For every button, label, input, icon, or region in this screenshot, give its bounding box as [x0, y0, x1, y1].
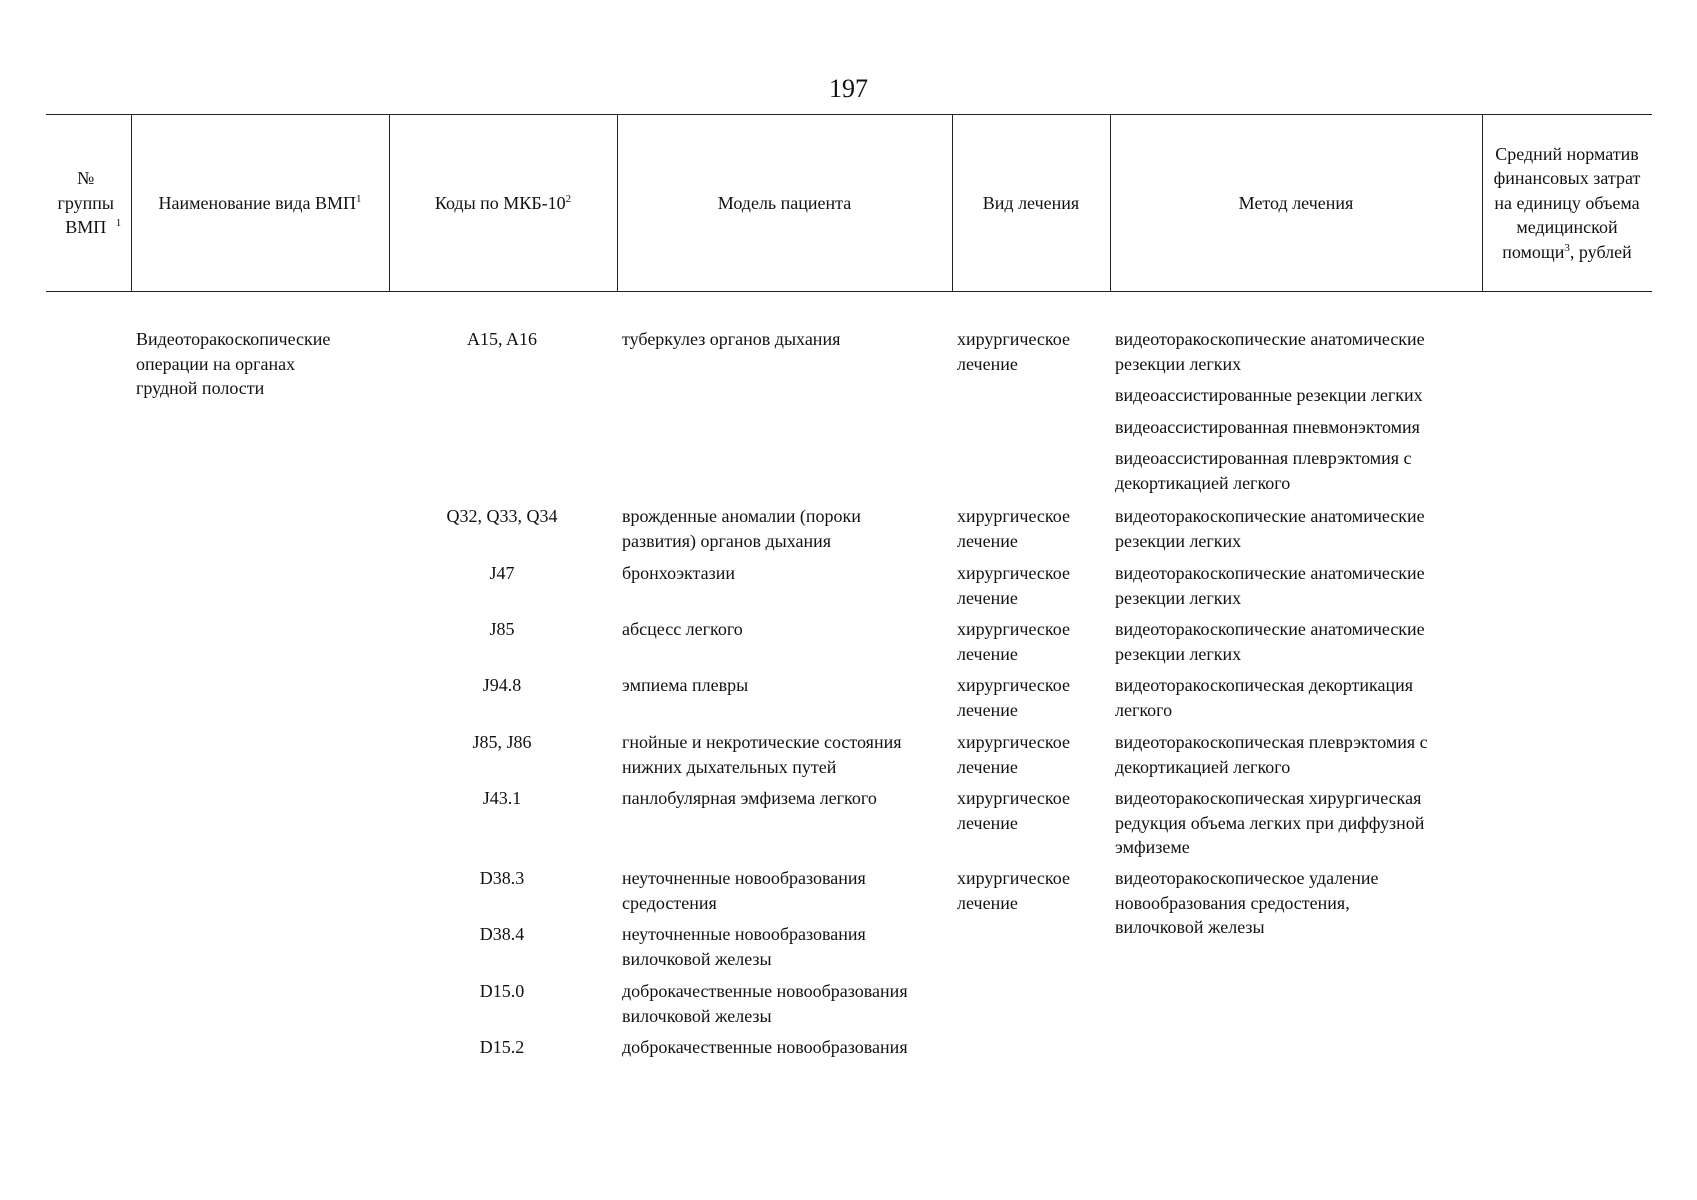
header-icd-codes-sup: 2	[565, 192, 572, 205]
treatment-method-cell-line: видеоторакоскопическая декортикация	[1115, 675, 1413, 695]
header-treatment-type: Вид лечения	[982, 192, 1080, 213]
patient-model-cell	[622, 617, 743, 642]
treatment-type-cell-line: лечение	[957, 812, 1018, 833]
treatment-method-cell-line: видеоассистированные резекции легких	[1115, 385, 1423, 405]
header-treatment-method: Метод лечения	[1238, 192, 1354, 213]
header-cost-suffix: , рублей	[1569, 241, 1632, 262]
treatment-type-cell	[957, 504, 1070, 553]
patient-model-cell-line: развития) органов дыхания	[622, 530, 832, 551]
treatment-type-cell-line: лечение	[957, 756, 1018, 777]
treatment-type-cell	[957, 786, 1070, 835]
treatment-type-cell-line: лечение	[957, 892, 1018, 913]
treatment-method-cell	[1115, 866, 1378, 940]
icd-code-cell: D38.4	[479, 924, 525, 944]
treatment-type-cell-line: хирургическое	[957, 788, 1070, 808]
patient-model-cell-line: доброкачественные новообразования	[622, 1037, 908, 1057]
patient-model-cell-line: вилочковой железы	[622, 1005, 772, 1026]
treatment-method-cell-line: видеоторакоскопические анатомические	[1115, 329, 1425, 349]
treatment-type-cell	[957, 617, 1070, 666]
section-title-line: Видеоторакоскопические	[136, 329, 331, 349]
treatment-method-cell-line: эмфиземе	[1115, 837, 1190, 857]
icd-code-cell: J47	[489, 563, 515, 583]
header-cost-sup: 3	[1564, 241, 1570, 254]
treatment-method-cell-line: видеоторакоскопическое удаление	[1115, 868, 1379, 888]
patient-model-cell	[622, 786, 877, 811]
patient-model-cell	[622, 561, 735, 586]
treatment-method-cell-line: резекции легких	[1115, 643, 1242, 664]
page-number: 197	[829, 74, 868, 103]
patient-model-cell	[622, 673, 748, 698]
treatment-method-cell	[1115, 786, 1424, 860]
treatment-method-cell	[1115, 673, 1413, 722]
treatment-type-cell-line: хирургическое	[957, 675, 1070, 695]
header-group-number-sup: 1	[115, 217, 122, 230]
treatment-type-cell	[957, 327, 1070, 376]
treatment-method-cell	[1115, 617, 1425, 666]
treatment-method-cell	[1115, 730, 1428, 779]
patient-model-cell-line: эмпиема плевры	[622, 675, 749, 695]
patient-model-cell-line: неуточненные новообразования	[622, 868, 866, 888]
icd-code-cell: A15, A16	[466, 329, 537, 349]
section-title	[136, 327, 376, 401]
icd-code-cell: J85	[489, 619, 515, 639]
treatment-type-cell-line: хирургическое	[957, 619, 1070, 639]
icd-code-cell: J94.8	[482, 675, 522, 695]
patient-model-cell-line: нижних дыхательных путей	[622, 756, 837, 777]
header-patient-model: Модель пациента	[717, 192, 852, 213]
icd-code-cell: J85, J86	[472, 732, 532, 752]
treatment-method-cell-line: видеоассистированная пневмонэктомия	[1115, 416, 1420, 437]
treatment-method-cell-line: видеоторакоскопическая хирургическая	[1115, 788, 1422, 808]
treatment-type-cell	[957, 730, 1070, 779]
icd-code-cell: J43.1	[482, 788, 522, 808]
patient-model-cell-line: гнойные и некротические состояния	[622, 732, 902, 752]
section-title-line: операции на органах	[136, 353, 296, 374]
patient-model-cell	[622, 866, 866, 915]
treatment-method-cell-line: резекции легких	[1115, 353, 1242, 374]
patient-model-cell-line: туберкулез органов дыхания	[622, 329, 841, 349]
treatment-type-cell-line: хирургическое	[957, 329, 1070, 349]
treatment-type-cell	[957, 673, 1070, 722]
treatment-method-cell-line: видеоассистированная плеврэктомия с	[1115, 448, 1412, 468]
treatment-type-cell-line: хирургическое	[957, 563, 1070, 583]
treatment-method-cell-line: редукция объема легких при диффузной	[1115, 812, 1425, 833]
treatment-type-cell-line: лечение	[957, 587, 1018, 608]
treatment-method-cell	[1115, 561, 1425, 610]
header-cost-text: Средний норматив финансовых затрат на единицу объема медицинской помощи	[1493, 143, 1641, 262]
treatment-method-cell-line: легкого	[1115, 699, 1173, 720]
treatment-method-cell-line: резекции легких	[1115, 587, 1242, 608]
header-group-number-text: № группы ВМП	[57, 168, 114, 238]
patient-model-cell	[622, 922, 866, 971]
treatment-method-cell-line: видеоторакоскопические анатомические	[1115, 563, 1425, 583]
treatment-type-cell	[957, 561, 1070, 610]
patient-model-cell-line: врожденные аномалии (пороки	[622, 506, 861, 526]
header-icd-codes-text: Коды по МКБ-10	[434, 192, 566, 213]
treatment-method-cell-line: видеоторакоскопические анатомические	[1115, 619, 1425, 639]
treatment-type-cell-line: хирургическое	[957, 732, 1070, 752]
treatment-method-cell	[1115, 327, 1425, 376]
treatment-method-cell-line: декортикацией легкого	[1115, 756, 1291, 777]
treatment-type-cell-line: лечение	[957, 699, 1018, 720]
treatment-type-cell	[957, 866, 1070, 915]
icd-code-cell: D38.3	[479, 868, 525, 888]
treatment-method-cell-line: новообразования средостения,	[1115, 892, 1350, 913]
treatment-type-cell-line: лечение	[957, 353, 1018, 374]
patient-model-cell	[622, 1035, 908, 1060]
treatment-method-cell-line: резекции легких	[1115, 530, 1242, 551]
treatment-type-cell-line: хирургическое	[957, 506, 1070, 526]
treatment-method-cell	[1115, 446, 1412, 495]
header-type-name-text: Наименование вида ВМП	[158, 192, 356, 213]
treatment-method-cell-line: видеоторакоскопические анатомические	[1115, 506, 1425, 526]
patient-model-cell	[622, 327, 840, 352]
icd-code-cell: Q32, Q33, Q34	[446, 506, 558, 526]
patient-model-cell-line: панлобулярная эмфизема легкого	[622, 788, 877, 808]
treatment-method-cell-line: декортикацией легкого	[1115, 472, 1291, 493]
treatment-method-cell-line: видеоторакоскопическая плеврэктомия с	[1115, 732, 1428, 752]
treatment-method-cell	[1115, 383, 1423, 408]
patient-model-cell-line: бронхоэктазии	[622, 563, 736, 583]
icd-code-cell: D15.0	[479, 981, 525, 1001]
section-title-line: грудной полости	[136, 378, 265, 398]
patient-model-cell	[622, 730, 902, 779]
patient-model-cell-line: средостения	[622, 892, 717, 913]
treatment-type-cell-line: лечение	[957, 643, 1018, 664]
patient-model-cell-line: вилочковой железы	[622, 948, 772, 969]
treatment-method-cell	[1115, 415, 1420, 440]
header-type-name-sup: 1	[355, 192, 362, 205]
treatment-type-cell-line: лечение	[957, 530, 1018, 551]
treatment-type-cell-line: хирургическое	[957, 868, 1070, 888]
treatment-method-cell-line: вилочковой железы	[1115, 917, 1265, 937]
patient-model-cell	[622, 504, 861, 553]
patient-model-cell-line: неуточненные новообразования	[622, 924, 866, 944]
patient-model-cell-line: доброкачественные новообразования	[622, 981, 908, 1001]
icd-code-cell: D15.2	[479, 1037, 525, 1057]
treatment-method-cell	[1115, 504, 1425, 553]
patient-model-cell-line: абсцесс легкого	[622, 619, 743, 639]
patient-model-cell	[622, 979, 908, 1028]
